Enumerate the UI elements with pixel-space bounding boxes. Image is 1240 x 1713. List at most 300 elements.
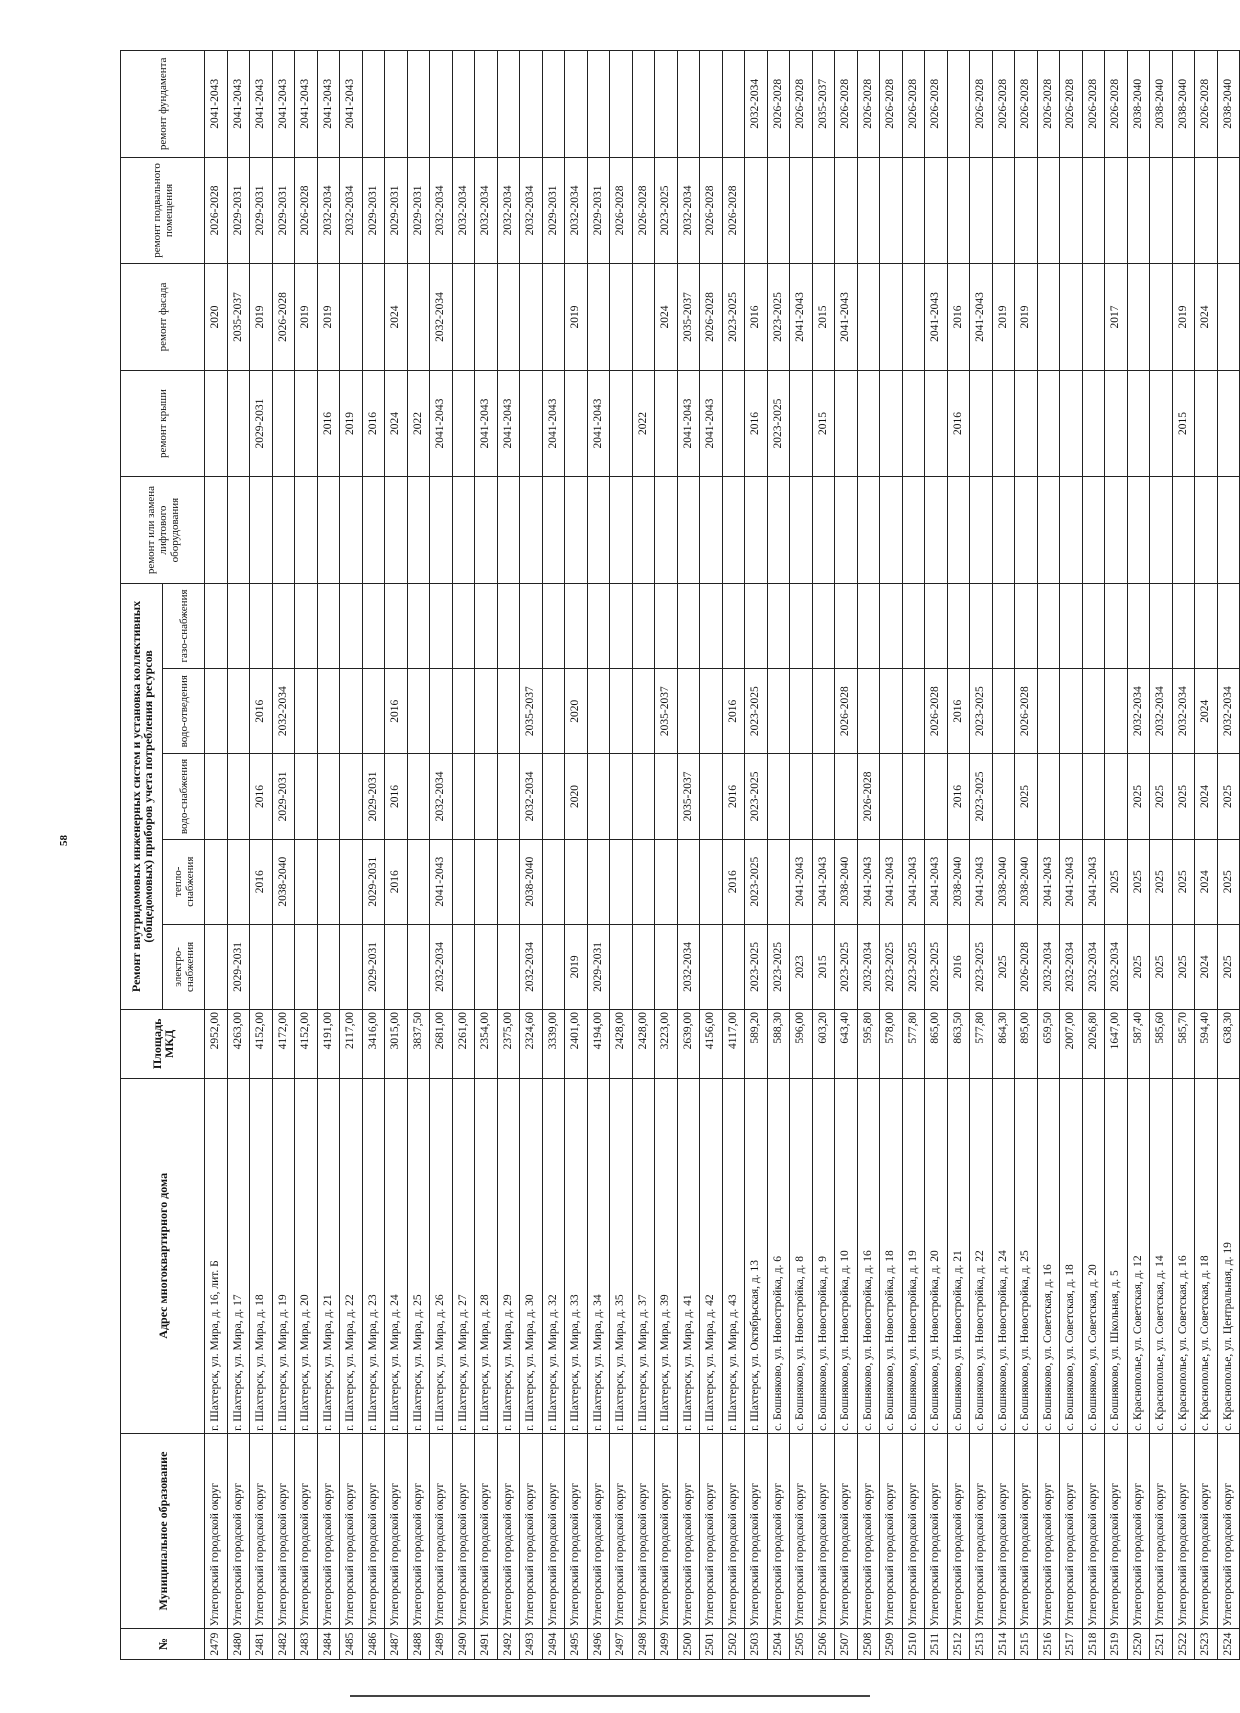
cell-facade: 2041-2043 <box>970 264 993 371</box>
cell-basement: 2032-2034 <box>520 157 543 264</box>
cell-foundation: 2041-2043 <box>272 51 295 158</box>
cell-address: г. Шахтерск, ул. Мира, д. 25 <box>407 1078 430 1433</box>
cell-address: с. Бошняково, ул. Новостройка, д. 18 <box>880 1078 903 1433</box>
cell-roof <box>1037 370 1060 477</box>
cell-address: с. Краснополье, ул. Советская, д. 16 <box>1172 1078 1195 1433</box>
table-row <box>587 51 610 1660</box>
cell-roof: 2024 <box>385 370 408 477</box>
cell-address: с. Бошняково, ул. Школьная, д. 5 <box>1105 1078 1128 1433</box>
cell-foundation: 2026-2028 <box>1105 51 1128 158</box>
cell-area: 2007,00 <box>1060 1010 1083 1079</box>
cell-facade: 2024 <box>1195 264 1218 371</box>
cell-municipality: Углегорский городской округ <box>1082 1433 1105 1628</box>
cell-gas <box>1037 583 1060 668</box>
cell-area: 659,50 <box>1037 1010 1060 1079</box>
cell-water: 2025 <box>1172 754 1195 839</box>
cell-water <box>700 754 723 839</box>
cell-address: с. Бошняково, ул. Новостройка, д. 9 <box>812 1078 835 1433</box>
cell-basement <box>1172 157 1195 264</box>
cell-roof: 2016 <box>362 370 385 477</box>
cell-address: г. Шахтерск, ул. Мира, д. 29 <box>497 1078 520 1433</box>
cell-basement <box>857 157 880 264</box>
cell-elevator <box>272 477 295 584</box>
cell-gas <box>520 583 543 668</box>
cell-electro: 2032-2034 <box>677 924 700 1009</box>
cell-elevator <box>1217 477 1240 584</box>
cell-elevator <box>947 477 970 584</box>
cell-number: 2479 <box>205 1629 228 1660</box>
cell-facade <box>1082 264 1105 371</box>
cell-foundation <box>520 51 543 158</box>
cell-foundation <box>430 51 453 158</box>
cell-municipality: Углегорский городской округ <box>722 1433 745 1628</box>
cell-heat: 2041-2043 <box>1060 839 1083 924</box>
cell-foundation <box>475 51 498 158</box>
cell-heat: 2025 <box>1105 839 1128 924</box>
cell-basement <box>970 157 993 264</box>
cell-foundation <box>947 51 970 158</box>
cell-elevator <box>205 477 228 584</box>
cell-drain <box>227 669 250 754</box>
cell-elevator <box>475 477 498 584</box>
cell-facade: 2019 <box>317 264 340 371</box>
cell-number: 2482 <box>272 1629 295 1660</box>
cell-water <box>812 754 835 839</box>
cell-gas <box>227 583 250 668</box>
cell-area: 3015,00 <box>385 1010 408 1079</box>
cell-water <box>1060 754 1083 839</box>
cell-water <box>1037 754 1060 839</box>
cell-address: г. Шахтерск, ул. Мира, д. 32 <box>542 1078 565 1433</box>
repair-schedule-table <box>120 50 1240 1660</box>
cell-drain: 2016 <box>385 669 408 754</box>
cell-electro: 2032-2034 <box>1060 924 1083 1009</box>
cell-basement <box>947 157 970 264</box>
cell-basement <box>1105 157 1128 264</box>
cell-number: 2500 <box>677 1629 700 1660</box>
cell-drain <box>700 669 723 754</box>
cell-roof: 2016 <box>317 370 340 477</box>
cell-electro <box>385 924 408 1009</box>
cell-facade: 2019 <box>565 264 588 371</box>
cell-electro: 2023-2025 <box>880 924 903 1009</box>
cell-area: 588,30 <box>767 1010 790 1079</box>
cell-municipality: Углегорский городской округ <box>1060 1433 1083 1628</box>
cell-drain <box>1105 669 1128 754</box>
table-row <box>745 51 768 1660</box>
cell-municipality: Углегорский городской округ <box>1105 1433 1128 1628</box>
header-systems-group: Ремонт внутридомовых инженерных систем и установка коллективных (общедомовых) приборов учета потребления ресурсов <box>121 583 163 1009</box>
table-row <box>767 51 790 1660</box>
table-row <box>992 51 1015 1660</box>
cell-electro: 2032-2034 <box>857 924 880 1009</box>
cell-electro: 2019 <box>565 924 588 1009</box>
cell-drain <box>587 669 610 754</box>
cell-roof <box>970 370 993 477</box>
cell-drain <box>497 669 520 754</box>
cell-elevator <box>430 477 453 584</box>
cell-area: 4191,00 <box>317 1010 340 1079</box>
cell-drain: 2032-2034 <box>1127 669 1150 754</box>
cell-water <box>340 754 363 839</box>
cell-electro: 2025 <box>1150 924 1173 1009</box>
cell-gas <box>362 583 385 668</box>
cell-gas <box>205 583 228 668</box>
cell-electro <box>632 924 655 1009</box>
cell-municipality: Углегорский городской округ <box>542 1433 565 1628</box>
cell-foundation: 2038-2040 <box>1150 51 1173 158</box>
cell-gas <box>970 583 993 668</box>
cell-basement <box>1015 157 1038 264</box>
cell-basement: 2026-2028 <box>205 157 228 264</box>
table-row <box>1037 51 1060 1660</box>
cell-area: 4152,00 <box>250 1010 273 1079</box>
cell-elevator <box>700 477 723 584</box>
cell-basement: 2026-2028 <box>295 157 318 264</box>
table-row <box>542 51 565 1660</box>
cell-municipality: Углегорский городской округ <box>272 1433 295 1628</box>
cell-drain <box>205 669 228 754</box>
cell-facade <box>407 264 430 371</box>
cell-number: 2499 <box>655 1629 678 1660</box>
cell-number: 2522 <box>1172 1629 1195 1660</box>
cell-water: 2035-2037 <box>677 754 700 839</box>
cell-roof: 2023-2025 <box>767 370 790 477</box>
cell-heat <box>317 839 340 924</box>
cell-foundation: 2026-2028 <box>992 51 1015 158</box>
cell-municipality: Углегорский городской округ <box>430 1433 453 1628</box>
cell-roof: 2016 <box>947 370 970 477</box>
cell-roof <box>857 370 880 477</box>
cell-basement <box>1127 157 1150 264</box>
cell-elevator <box>1105 477 1128 584</box>
cell-gas <box>1127 583 1150 668</box>
cell-gas <box>407 583 430 668</box>
cell-water: 2025 <box>1150 754 1173 839</box>
cell-facade <box>880 264 903 371</box>
cell-facade: 2015 <box>812 264 835 371</box>
cell-roof <box>565 370 588 477</box>
cell-address: г. Шахтерск, ул. Мира, д. 27 <box>452 1078 475 1433</box>
cell-facade: 2024 <box>385 264 408 371</box>
cell-facade: 2019 <box>1172 264 1195 371</box>
cell-heat: 2038-2040 <box>272 839 295 924</box>
cell-heat: 2038-2040 <box>1015 839 1038 924</box>
cell-heat <box>407 839 430 924</box>
cell-elevator <box>655 477 678 584</box>
cell-foundation: 2038-2040 <box>1172 51 1195 158</box>
cell-water: 2016 <box>385 754 408 839</box>
cell-elevator <box>317 477 340 584</box>
cell-roof: 2041-2043 <box>430 370 453 477</box>
cell-water <box>1082 754 1105 839</box>
cell-basement <box>835 157 858 264</box>
cell-number: 2505 <box>790 1629 813 1660</box>
cell-municipality: Углегорский городской округ <box>565 1433 588 1628</box>
cell-facade: 2020 <box>205 264 228 371</box>
cell-elevator <box>857 477 880 584</box>
cell-roof: 2041-2043 <box>587 370 610 477</box>
cell-drain <box>857 669 880 754</box>
header-basement: ремонт подвального помещения <box>121 157 205 264</box>
table-row <box>970 51 993 1660</box>
cell-gas <box>677 583 700 668</box>
cell-area: 863,50 <box>947 1010 970 1079</box>
cell-area: 596,00 <box>790 1010 813 1079</box>
cell-foundation: 2026-2028 <box>880 51 903 158</box>
cell-gas <box>925 583 948 668</box>
cell-roof: 2015 <box>1172 370 1195 477</box>
table-row <box>452 51 475 1660</box>
cell-area: 578,00 <box>880 1010 903 1079</box>
cell-elevator <box>880 477 903 584</box>
table-row <box>1195 51 1218 1660</box>
cell-foundation: 2038-2040 <box>1127 51 1150 158</box>
cell-facade <box>475 264 498 371</box>
cell-facade: 2032-2034 <box>430 264 453 371</box>
cell-number: 2508 <box>857 1629 880 1660</box>
cell-area: 603,20 <box>812 1010 835 1079</box>
cell-facade: 2019 <box>992 264 1015 371</box>
cell-foundation: 2041-2043 <box>317 51 340 158</box>
cell-address: г. Шахтерск, ул. Мира, д. 16, лит. Б <box>205 1078 228 1433</box>
cell-basement: 2032-2034 <box>430 157 453 264</box>
cell-water <box>790 754 813 839</box>
cell-gas <box>902 583 925 668</box>
header-address: Адрес многоквартирного дома <box>121 1078 205 1433</box>
cell-heat: 2025 <box>1217 839 1240 924</box>
table-row <box>835 51 858 1660</box>
cell-roof <box>790 370 813 477</box>
cell-basement: 2023-2025 <box>655 157 678 264</box>
cell-drain: 2023-2025 <box>970 669 993 754</box>
cell-address: с. Бошняково, ул. Новостройка, д. 10 <box>835 1078 858 1433</box>
table-row <box>1105 51 1128 1660</box>
cell-facade: 2019 <box>250 264 273 371</box>
cell-foundation <box>677 51 700 158</box>
cell-drain <box>430 669 453 754</box>
cell-number: 2514 <box>992 1629 1015 1660</box>
cell-facade <box>610 264 633 371</box>
cell-address: с. Бошняково, ул. Новостройка, д. 25 <box>1015 1078 1038 1433</box>
cell-municipality: Углегорский городской округ <box>790 1433 813 1628</box>
cell-heat: 2025 <box>1150 839 1173 924</box>
cell-heat: 2041-2043 <box>970 839 993 924</box>
cell-facade: 2023-2025 <box>767 264 790 371</box>
header-electro: электро-снабжения <box>163 924 205 1009</box>
cell-municipality: Углегорский городской округ <box>947 1433 970 1628</box>
cell-address: г. Шахтерск, ул. Мира, д. 26 <box>430 1078 453 1433</box>
cell-facade: 2024 <box>655 264 678 371</box>
cell-number: 2491 <box>475 1629 498 1660</box>
cell-area: 643,40 <box>835 1010 858 1079</box>
cell-number: 2487 <box>385 1629 408 1660</box>
cell-roof <box>1217 370 1240 477</box>
table-row <box>475 51 498 1660</box>
cell-number: 2480 <box>227 1629 250 1660</box>
cell-facade: 2026-2028 <box>700 264 723 371</box>
cell-facade: 2019 <box>1015 264 1038 371</box>
cell-area: 1647,00 <box>1105 1010 1128 1079</box>
cell-municipality: Углегорский городской округ <box>1217 1433 1240 1628</box>
cell-facade <box>1127 264 1150 371</box>
cell-area: 4152,00 <box>295 1010 318 1079</box>
cell-drain: 2026-2028 <box>1015 669 1038 754</box>
cell-electro <box>722 924 745 1009</box>
cell-heat: 2024 <box>1195 839 1218 924</box>
cell-elevator <box>497 477 520 584</box>
cell-municipality: Углегорский городской округ <box>835 1433 858 1628</box>
cell-area: 2354,00 <box>475 1010 498 1079</box>
cell-heat <box>610 839 633 924</box>
cell-municipality: Углегорский городской округ <box>452 1433 475 1628</box>
cell-heat: 2041-2043 <box>925 839 948 924</box>
cell-roof <box>902 370 925 477</box>
cell-number: 2510 <box>902 1629 925 1660</box>
cell-gas <box>317 583 340 668</box>
cell-area: 4194,00 <box>587 1010 610 1079</box>
cell-heat: 2041-2043 <box>1082 839 1105 924</box>
cell-roof <box>610 370 633 477</box>
cell-drain <box>677 669 700 754</box>
cell-gas <box>992 583 1015 668</box>
cell-elevator <box>835 477 858 584</box>
cell-drain <box>992 669 1015 754</box>
cell-basement <box>1217 157 1240 264</box>
cell-electro <box>700 924 723 1009</box>
cell-heat <box>497 839 520 924</box>
cell-municipality: Углегорский городской округ <box>295 1433 318 1628</box>
cell-electro <box>610 924 633 1009</box>
cell-foundation: 2026-2028 <box>1037 51 1060 158</box>
cell-address: с. Бошняково, ул. Советская, д. 18 <box>1060 1078 1083 1433</box>
rotated-page <box>120 50 1234 1660</box>
cell-facade: 2017 <box>1105 264 1128 371</box>
cell-number: 2509 <box>880 1629 903 1660</box>
cell-roof <box>1082 370 1105 477</box>
cell-area: 865,00 <box>925 1010 948 1079</box>
cell-heat <box>452 839 475 924</box>
cell-heat <box>655 839 678 924</box>
cell-municipality: Углегорский городской округ <box>925 1433 948 1628</box>
table-row <box>520 51 543 1660</box>
cell-water: 2024 <box>1195 754 1218 839</box>
cell-municipality: Углегорский городской округ <box>407 1433 430 1628</box>
cell-area: 3837,50 <box>407 1010 430 1079</box>
cell-roof <box>655 370 678 477</box>
cell-municipality: Углегорский городской округ <box>632 1433 655 1628</box>
cell-basement: 2032-2034 <box>677 157 700 264</box>
cell-electro <box>295 924 318 1009</box>
cell-facade <box>362 264 385 371</box>
cell-area: 2261,00 <box>452 1010 475 1079</box>
cell-gas <box>272 583 295 668</box>
cell-drain <box>1082 669 1105 754</box>
cell-municipality: Углегорский городской округ <box>1037 1433 1060 1628</box>
cell-basement <box>1150 157 1173 264</box>
cell-gas <box>1195 583 1218 668</box>
cell-drain: 2026-2028 <box>835 669 858 754</box>
cell-roof <box>1195 370 1218 477</box>
cell-municipality: Углегорский городской округ <box>655 1433 678 1628</box>
cell-heat: 2038-2040 <box>520 839 543 924</box>
cell-gas <box>767 583 790 668</box>
cell-municipality: Углегорский городской округ <box>902 1433 925 1628</box>
cell-facade <box>542 264 565 371</box>
cell-roof <box>1150 370 1173 477</box>
cell-elevator <box>587 477 610 584</box>
cell-number: 2488 <box>407 1629 430 1660</box>
cell-address: г. Шахтерск, ул. Мира, д. 43 <box>722 1078 745 1433</box>
table-row <box>227 51 250 1660</box>
cell-water: 2025 <box>1217 754 1240 839</box>
cell-foundation <box>542 51 565 158</box>
cell-area: 2681,00 <box>430 1010 453 1079</box>
cell-electro: 2023-2025 <box>767 924 790 1009</box>
cell-elevator <box>250 477 273 584</box>
cell-roof: 2015 <box>812 370 835 477</box>
cell-gas <box>1105 583 1128 668</box>
cell-gas <box>812 583 835 668</box>
table-row <box>250 51 273 1660</box>
cell-area: 577,80 <box>970 1010 993 1079</box>
cell-electro: 2029-2031 <box>362 924 385 1009</box>
cell-elevator <box>407 477 430 584</box>
header-foundation: ремонт фундамента <box>121 51 205 158</box>
cell-number: 2519 <box>1105 1629 1128 1660</box>
cell-elevator <box>790 477 813 584</box>
header-water: водо-снабжения <box>163 754 205 839</box>
cell-address: г. Шахтерск, ул. Мира, д. 21 <box>317 1078 340 1433</box>
cell-number: 2498 <box>632 1629 655 1660</box>
cell-drain <box>610 669 633 754</box>
cell-gas <box>610 583 633 668</box>
cell-drain: 2035-2037 <box>520 669 543 754</box>
cell-basement <box>790 157 813 264</box>
cell-electro: 2025 <box>1217 924 1240 1009</box>
cell-basement <box>812 157 835 264</box>
cell-number: 2484 <box>317 1629 340 1660</box>
cell-foundation: 2026-2028 <box>970 51 993 158</box>
cell-heat: 2016 <box>250 839 273 924</box>
cell-foundation: 2026-2028 <box>1082 51 1105 158</box>
page-bottom-rule <box>350 1695 870 1697</box>
cell-water <box>587 754 610 839</box>
cell-gas <box>1150 583 1173 668</box>
cell-heat: 2041-2043 <box>1037 839 1060 924</box>
cell-elevator <box>902 477 925 584</box>
cell-basement: 2032-2034 <box>452 157 475 264</box>
cell-elevator <box>1082 477 1105 584</box>
cell-electro: 2029-2031 <box>227 924 250 1009</box>
table-row <box>655 51 678 1660</box>
cell-roof <box>722 370 745 477</box>
cell-basement: 2029-2031 <box>250 157 273 264</box>
cell-gas <box>835 583 858 668</box>
cell-heat: 2016 <box>385 839 408 924</box>
cell-municipality: Углегорский городской округ <box>970 1433 993 1628</box>
cell-area: 864,30 <box>992 1010 1015 1079</box>
cell-roof <box>1105 370 1128 477</box>
cell-foundation <box>632 51 655 158</box>
cell-drain <box>542 669 565 754</box>
cell-water <box>902 754 925 839</box>
cell-area: 638,30 <box>1217 1010 1240 1079</box>
cell-address: с. Бошняково, ул. Советская, д. 20 <box>1082 1078 1105 1433</box>
cell-address: г. Шахтерск, ул. Мира, д. 42 <box>700 1078 723 1433</box>
header-facade: ремонт фасада <box>121 264 205 371</box>
cell-gas <box>565 583 588 668</box>
